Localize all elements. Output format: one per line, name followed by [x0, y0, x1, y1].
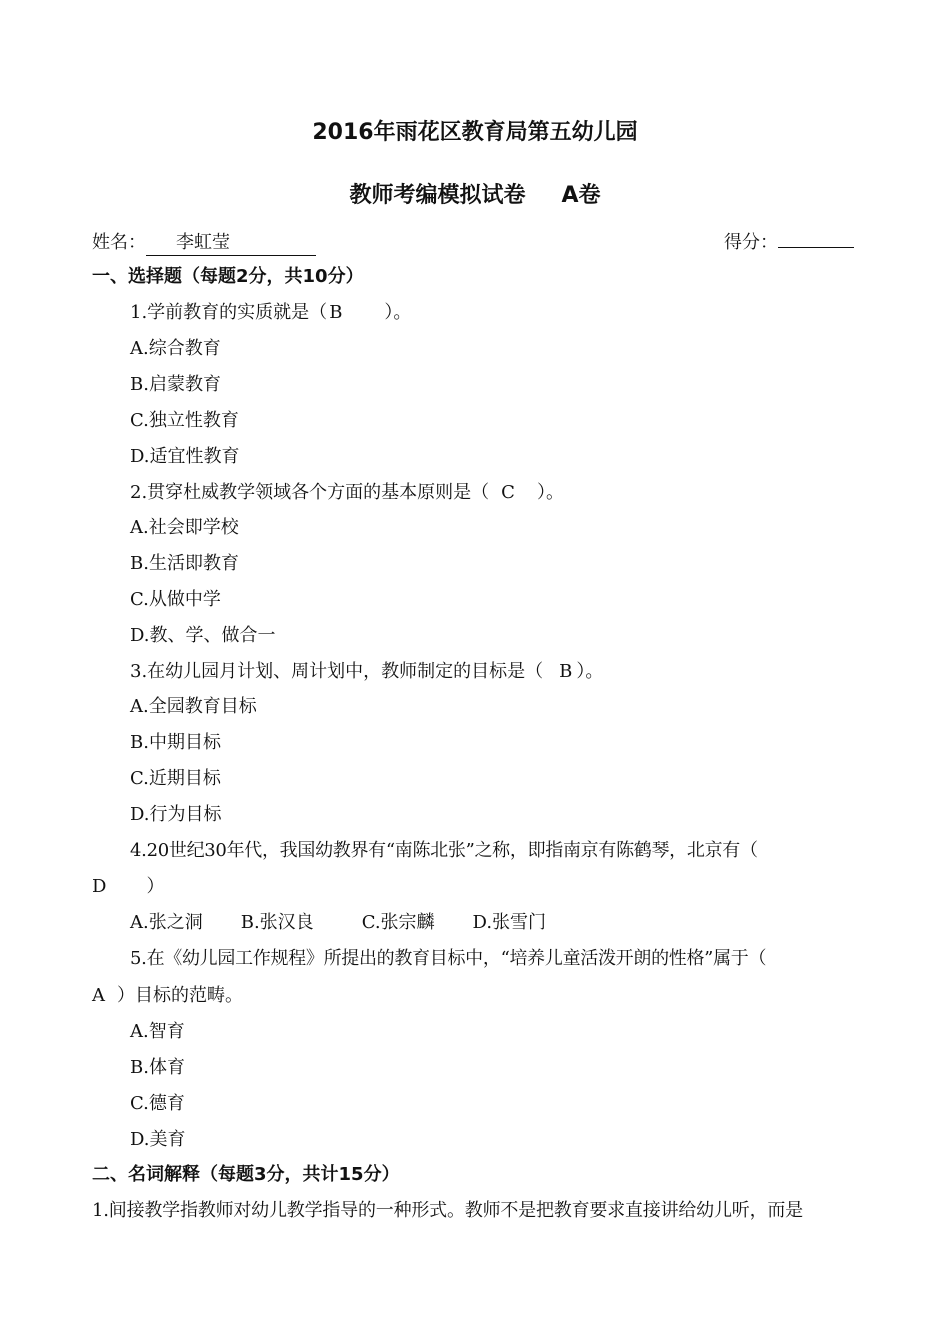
question-2-option-b: B.生活即教育	[130, 553, 239, 574]
name-field	[146, 231, 316, 256]
exam-title: 2016年雨花区教育局第五幼儿园	[312, 120, 638, 145]
question-3	[130, 660, 603, 684]
score-label: 得分：	[724, 232, 778, 253]
question-5-option-a: A.智育	[130, 1021, 185, 1042]
question-2-stem-end: ）。	[536, 482, 564, 503]
question-4-stem-end: ）	[146, 876, 165, 897]
question-3-option-c: C.近期目标	[130, 768, 221, 789]
question-5: 5.在《幼儿园工作规程》所提出的教育目标中，“培养儿童活泼开朗的性格”属于（	[130, 948, 767, 969]
question-3-answer: B	[559, 661, 573, 682]
question-5-answer: A	[92, 985, 105, 1006]
question-3-option-b: B.中期目标	[130, 732, 221, 753]
question-5-cont	[92, 984, 243, 1008]
question-4-answer: D	[92, 876, 107, 897]
question-4-option-a: A.张之洞	[130, 912, 203, 933]
question-5-option-d: D.美育	[130, 1129, 186, 1150]
question-4-cont	[92, 875, 164, 899]
exam-subtitle	[0, 178, 950, 209]
exam-subtitle-main: 教师考编模拟试卷	[349, 183, 526, 208]
question-2-option-d: D.教、学、做合一	[130, 625, 276, 646]
question-3-option-a: A.全园教育目标	[130, 696, 257, 717]
question-3-stem-end: ）。	[576, 661, 604, 682]
section1-heading: 一、选择题（每题2分，共10分）	[92, 266, 364, 287]
question-2-option-c: C.从做中学	[130, 589, 221, 610]
question-1-option-d: D.适宜性教育	[130, 446, 240, 467]
question-1-option-c: C.独立性教育	[130, 410, 239, 431]
question-2-answer: C	[501, 482, 515, 503]
question-1-stem-end: ）。	[384, 302, 412, 323]
question-1-answer: B	[329, 302, 343, 323]
question-4-option-d: D.张雪门	[472, 912, 547, 933]
question-1-option-a: A.综合教育	[130, 338, 221, 359]
name-label: 姓名：	[92, 232, 146, 253]
question-3-stem: 3.在幼儿园月计划、周计划中，教师制定的目标是（	[130, 661, 544, 682]
question-4-option-b: B.张汉良	[240, 912, 314, 933]
score-field	[778, 247, 854, 248]
name-row	[92, 231, 316, 256]
question-1	[130, 301, 411, 325]
question-2-option-a: A.社会即学校	[130, 517, 239, 538]
name-value: 李虹莹	[176, 232, 230, 253]
section2-heading: 二、名词解释（每题3分，共计15分）	[92, 1164, 400, 1185]
section2-item-1: 1.间接教学指教师对幼儿教学指导的一种形式。教师不是把教育要求直接讲给幼儿听，而是	[92, 1200, 803, 1221]
score-row	[724, 231, 854, 255]
question-4: 4.20世纪30年代，我国幼教界有“南陈北张”之称，即指南京有陈鹤琴，北京有（	[130, 840, 758, 861]
question-4-option-c: C.张宗麟	[361, 912, 435, 933]
question-4-options	[130, 911, 546, 935]
question-5-option-b: B.体育	[130, 1057, 185, 1078]
question-2-stem: 2.贯穿杜威教学领域各个方面的基本原则是（	[130, 482, 490, 503]
question-1-stem: 1.学前教育的实质就是（	[130, 302, 328, 323]
exam-paper-version: A卷	[561, 183, 601, 208]
question-5-option-c: C.德育	[130, 1093, 185, 1114]
question-2	[130, 481, 564, 505]
question-3-option-d: D.行为目标	[130, 804, 222, 825]
question-1-option-b: B.启蒙教育	[130, 374, 221, 395]
question-5-stem-end: ）目标的范畴。	[117, 985, 243, 1006]
